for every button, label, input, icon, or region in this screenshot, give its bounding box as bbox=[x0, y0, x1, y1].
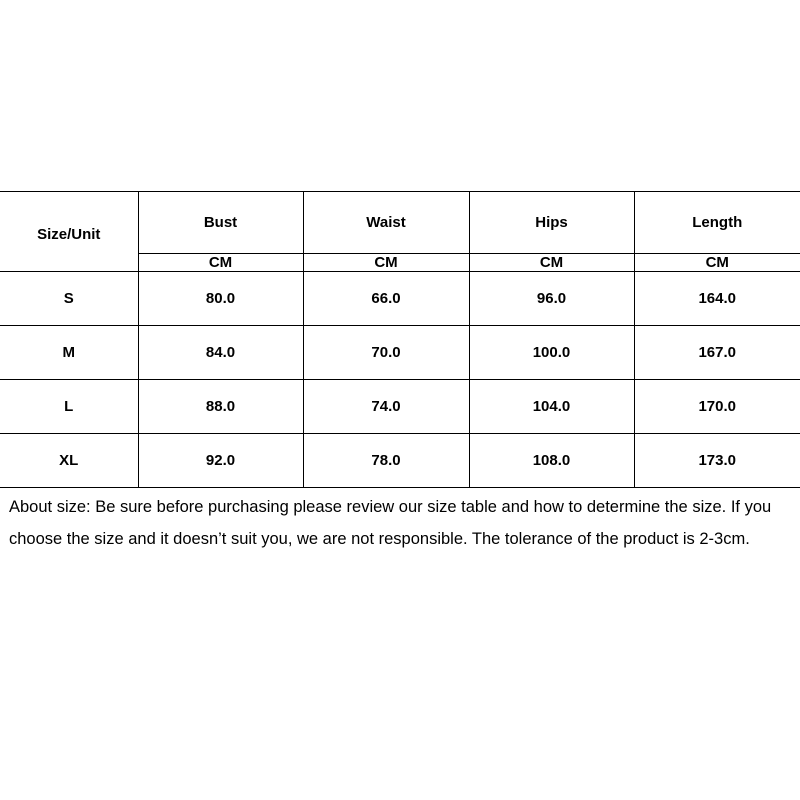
waist-value: 70.0 bbox=[303, 326, 469, 380]
size-label: S bbox=[0, 272, 138, 326]
column-header-hips: Hips bbox=[469, 192, 634, 254]
table-row bbox=[0, 380, 800, 434]
waist-value: 78.0 bbox=[303, 434, 469, 488]
hips-value: 100.0 bbox=[469, 326, 634, 380]
table-row bbox=[0, 434, 800, 488]
hips-value: 96.0 bbox=[469, 272, 634, 326]
size-unit-header: Size/Unit bbox=[0, 192, 138, 272]
size-label: L bbox=[0, 380, 138, 434]
unit-hips: CM bbox=[469, 254, 634, 272]
size-chart-table bbox=[0, 191, 800, 488]
waist-value: 66.0 bbox=[303, 272, 469, 326]
size-label: M bbox=[0, 326, 138, 380]
column-header-bust: Bust bbox=[138, 192, 303, 254]
waist-value: 74.0 bbox=[303, 380, 469, 434]
hips-value: 104.0 bbox=[469, 380, 634, 434]
length-value: 164.0 bbox=[634, 272, 800, 326]
length-value: 167.0 bbox=[634, 326, 800, 380]
table-row bbox=[0, 326, 800, 380]
length-value: 173.0 bbox=[634, 434, 800, 488]
bust-value: 84.0 bbox=[138, 326, 303, 380]
column-header-waist: Waist bbox=[303, 192, 469, 254]
hips-value: 108.0 bbox=[469, 434, 634, 488]
table-row bbox=[0, 272, 800, 326]
bust-value: 92.0 bbox=[138, 434, 303, 488]
bust-value: 88.0 bbox=[138, 380, 303, 434]
size-label: XL bbox=[0, 434, 138, 488]
unit-bust: CM bbox=[138, 254, 303, 272]
bust-value: 80.0 bbox=[138, 272, 303, 326]
unit-waist: CM bbox=[303, 254, 469, 272]
unit-length: CM bbox=[634, 254, 800, 272]
size-disclaimer-text: About size: Be sure before purchasing please review our size table and how to determine the size. If you choose the size and it doesn’t suit you, we are not responsible. The tolerance of the product is 2-3cm. bbox=[9, 498, 772, 548]
column-header-length: Length bbox=[634, 192, 800, 254]
length-value: 170.0 bbox=[634, 380, 800, 434]
header-row bbox=[0, 192, 800, 254]
